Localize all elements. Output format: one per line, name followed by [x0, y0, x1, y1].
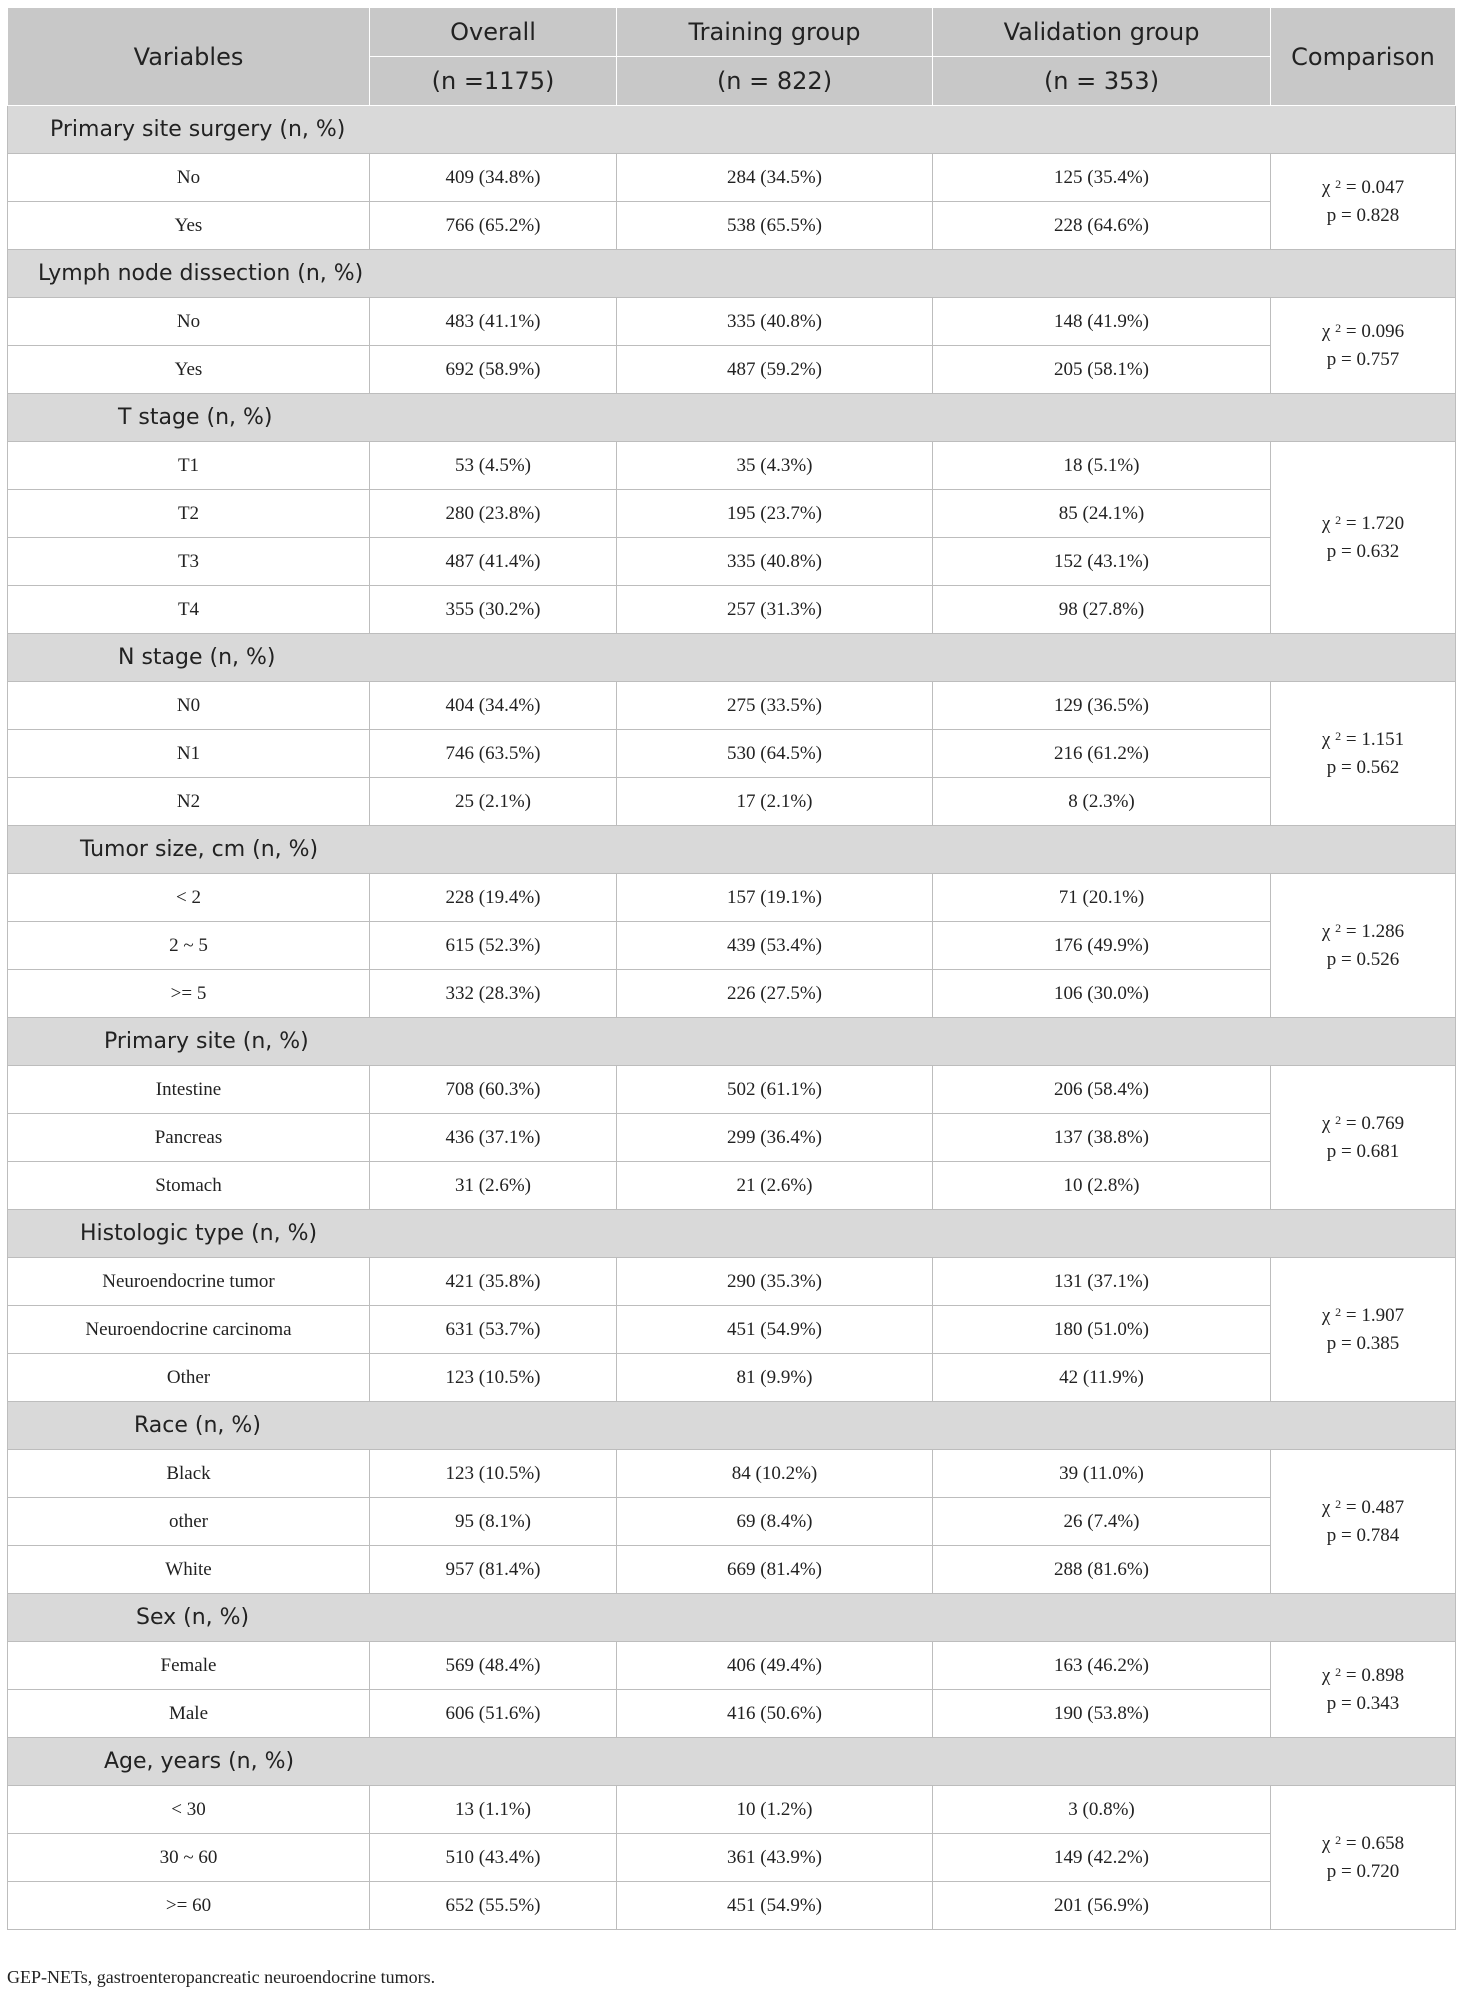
- p-value: p = 0.526: [1326, 948, 1400, 970]
- validation-value: 206 (58.4%): [933, 1066, 1271, 1114]
- table-row: [8, 730, 1456, 778]
- category-title: Tumor size, cm (n, %): [8, 826, 1456, 874]
- chi-square-line: [1271, 1302, 1455, 1330]
- chi-square-line: [1271, 726, 1455, 754]
- row-label: < 2: [8, 874, 370, 922]
- chi-square-value: = 0.487: [1345, 1496, 1405, 1518]
- chi-square-line: [1271, 510, 1455, 538]
- overall-value: 404 (34.4%): [370, 682, 617, 730]
- overall-value: 615 (52.3%): [370, 922, 617, 970]
- p-value: p = 0.681: [1326, 1140, 1400, 1162]
- row-label: 2 ~ 5: [8, 922, 370, 970]
- training-value: 335 (40.8%): [617, 538, 933, 586]
- table-row: [8, 1546, 1456, 1594]
- overall-value: 409 (34.8%): [370, 154, 617, 202]
- comparison-cell: [1271, 1642, 1456, 1738]
- category-title: Lymph node dissection (n, %): [8, 250, 1456, 298]
- chi-square-value: = 0.658: [1345, 1832, 1405, 1854]
- table-row: [8, 538, 1456, 586]
- validation-value: 10 (2.8%): [933, 1162, 1271, 1210]
- header-variables: Variables: [8, 8, 370, 106]
- table-row: [8, 1498, 1456, 1546]
- overall-value: 228 (19.4%): [370, 874, 617, 922]
- validation-value: 85 (24.1%): [933, 490, 1271, 538]
- validation-value: 18 (5.1%): [933, 442, 1271, 490]
- table-row: [8, 442, 1456, 490]
- overall-value: 708 (60.3%): [370, 1066, 617, 1114]
- row-label: < 30: [8, 1786, 370, 1834]
- comparison-cell: [1271, 1258, 1456, 1402]
- table-row: [8, 970, 1456, 1018]
- overall-value: 483 (41.1%): [370, 298, 617, 346]
- chi-symbol: χ: [1321, 1496, 1331, 1518]
- chi-superscript: 2: [1335, 920, 1342, 935]
- training-value: 226 (27.5%): [617, 970, 933, 1018]
- training-value: 21 (2.6%): [617, 1162, 933, 1210]
- chi-superscript: 2: [1335, 1496, 1342, 1511]
- row-label: White: [8, 1546, 370, 1594]
- p-value: p = 0.385: [1326, 1332, 1400, 1354]
- row-label: N0: [8, 682, 370, 730]
- validation-value: 8 (2.3%): [933, 778, 1271, 826]
- category-row: [8, 634, 1456, 682]
- table-row: [8, 298, 1456, 346]
- chi-square-line: [1271, 318, 1455, 346]
- chi-square-value: = 1.286: [1345, 920, 1405, 942]
- table-row: [8, 1642, 1456, 1690]
- overall-value: 25 (2.1%): [370, 778, 617, 826]
- validation-value: 131 (37.1%): [933, 1258, 1271, 1306]
- training-value: 439 (53.4%): [617, 922, 933, 970]
- category-row: [8, 1210, 1456, 1258]
- category-title: Race (n, %): [8, 1402, 1456, 1450]
- header-overall: Overall: [370, 8, 617, 57]
- row-label: T2: [8, 490, 370, 538]
- chi-symbol: χ: [1321, 320, 1331, 342]
- table-row: [8, 1834, 1456, 1882]
- category-title: Sex (n, %): [8, 1594, 1456, 1642]
- validation-value: 42 (11.9%): [933, 1354, 1271, 1402]
- header-overall-n: (n =1175): [370, 57, 617, 106]
- overall-value: 123 (10.5%): [370, 1354, 617, 1402]
- training-value: 335 (40.8%): [617, 298, 933, 346]
- chi-square-line: [1271, 1494, 1455, 1522]
- row-label: Other: [8, 1354, 370, 1402]
- table-row: [8, 346, 1456, 394]
- chi-symbol: χ: [1321, 920, 1331, 942]
- p-value: p = 0.343: [1326, 1692, 1400, 1714]
- training-value: 299 (36.4%): [617, 1114, 933, 1162]
- validation-value: 152 (43.1%): [933, 538, 1271, 586]
- row-label: No: [8, 154, 370, 202]
- table-row: [8, 586, 1456, 634]
- validation-value: 176 (49.9%): [933, 922, 1271, 970]
- p-value: p = 0.784: [1326, 1524, 1400, 1546]
- comparison-cell: [1271, 682, 1456, 826]
- validation-value: 3 (0.8%): [933, 1786, 1271, 1834]
- table-row: [8, 1162, 1456, 1210]
- training-value: 451 (54.9%): [617, 1306, 933, 1354]
- category-row: [8, 106, 1456, 154]
- chi-symbol: χ: [1321, 1304, 1331, 1326]
- chi-square-line: [1271, 918, 1455, 946]
- header-validation: Validation group: [933, 8, 1271, 57]
- validation-value: 190 (53.8%): [933, 1690, 1271, 1738]
- training-value: 17 (2.1%): [617, 778, 933, 826]
- p-value: p = 0.632: [1326, 540, 1400, 562]
- chi-symbol: χ: [1321, 1832, 1331, 1854]
- training-value: 416 (50.6%): [617, 1690, 933, 1738]
- comparison-cell: [1271, 154, 1456, 250]
- row-label: Black: [8, 1450, 370, 1498]
- row-label: Intestine: [8, 1066, 370, 1114]
- comparison-cell: [1271, 1450, 1456, 1594]
- row-label: N1: [8, 730, 370, 778]
- overall-value: 421 (35.8%): [370, 1258, 617, 1306]
- category-title: Age, years (n, %): [8, 1738, 1456, 1786]
- category-row: [8, 394, 1456, 442]
- training-value: 69 (8.4%): [617, 1498, 933, 1546]
- table-body: [8, 106, 1456, 1930]
- p-value: p = 0.720: [1326, 1860, 1400, 1882]
- header-training: Training group: [617, 8, 933, 57]
- validation-value: 71 (20.1%): [933, 874, 1271, 922]
- comparison-cell: [1271, 442, 1456, 634]
- baseline-characteristics-table: [7, 7, 1456, 1930]
- table-row: [8, 922, 1456, 970]
- chi-square-value: = 0.769: [1345, 1112, 1405, 1134]
- chi-symbol: χ: [1321, 1664, 1331, 1686]
- validation-value: 288 (81.6%): [933, 1546, 1271, 1594]
- overall-value: 95 (8.1%): [370, 1498, 617, 1546]
- row-label: Yes: [8, 346, 370, 394]
- chi-square-value: = 1.907: [1345, 1304, 1405, 1326]
- validation-value: 163 (46.2%): [933, 1642, 1271, 1690]
- overall-value: 355 (30.2%): [370, 586, 617, 634]
- validation-value: 149 (42.2%): [933, 1834, 1271, 1882]
- p-value: p = 0.562: [1326, 756, 1400, 778]
- table-row: [8, 874, 1456, 922]
- validation-value: 228 (64.6%): [933, 202, 1271, 250]
- category-title: Primary site (n, %): [8, 1018, 1456, 1066]
- overall-value: 487 (41.4%): [370, 538, 617, 586]
- overall-value: 53 (4.5%): [370, 442, 617, 490]
- row-label: No: [8, 298, 370, 346]
- row-label: >= 60: [8, 1882, 370, 1930]
- overall-value: 569 (48.4%): [370, 1642, 617, 1690]
- category-title: N stage (n, %): [8, 634, 1456, 682]
- training-value: 257 (31.3%): [617, 586, 933, 634]
- category-row: [8, 1402, 1456, 1450]
- table-footnote: GEP-NETs, gastroenteropancreatic neuroendocrine tumors.: [7, 1967, 436, 1987]
- table-row: [8, 1258, 1456, 1306]
- overall-value: 766 (65.2%): [370, 202, 617, 250]
- comparison-cell: [1271, 298, 1456, 394]
- overall-value: 510 (43.4%): [370, 1834, 617, 1882]
- table-header: [8, 8, 1456, 106]
- validation-value: 180 (51.0%): [933, 1306, 1271, 1354]
- chi-square-line: [1271, 174, 1455, 202]
- chi-square-line: [1271, 1662, 1455, 1690]
- category-title: Histologic type (n, %): [8, 1210, 1456, 1258]
- training-value: 10 (1.2%): [617, 1786, 933, 1834]
- table-row: [8, 1066, 1456, 1114]
- header-training-n: (n = 822): [617, 57, 933, 106]
- validation-value: 201 (56.9%): [933, 1882, 1271, 1930]
- comparison-cell: [1271, 1066, 1456, 1210]
- header-comparison: Comparison: [1271, 8, 1456, 106]
- chi-symbol: χ: [1321, 512, 1331, 534]
- chi-superscript: 2: [1335, 1112, 1342, 1127]
- row-label: Yes: [8, 202, 370, 250]
- table-row: [8, 778, 1456, 826]
- table-row: [8, 1786, 1456, 1834]
- overall-value: 652 (55.5%): [370, 1882, 617, 1930]
- training-value: 538 (65.5%): [617, 202, 933, 250]
- category-row: [8, 826, 1456, 874]
- training-value: 406 (49.4%): [617, 1642, 933, 1690]
- training-value: 84 (10.2%): [617, 1450, 933, 1498]
- chi-square-value: = 0.047: [1345, 176, 1405, 198]
- overall-value: 746 (63.5%): [370, 730, 617, 778]
- row-label: Male: [8, 1690, 370, 1738]
- row-label: Pancreas: [8, 1114, 370, 1162]
- header-validation-n: (n = 353): [933, 57, 1271, 106]
- row-label: other: [8, 1498, 370, 1546]
- training-value: 195 (23.7%): [617, 490, 933, 538]
- row-label: 30 ~ 60: [8, 1834, 370, 1882]
- row-label: Neuroendocrine carcinoma: [8, 1306, 370, 1354]
- chi-superscript: 2: [1335, 1304, 1342, 1319]
- overall-value: 957 (81.4%): [370, 1546, 617, 1594]
- comparison-cell: [1271, 874, 1456, 1018]
- training-value: 157 (19.1%): [617, 874, 933, 922]
- table-row: [8, 154, 1456, 202]
- row-label: N2: [8, 778, 370, 826]
- chi-superscript: 2: [1335, 176, 1342, 191]
- chi-superscript: 2: [1335, 1664, 1342, 1679]
- table-row: [8, 1690, 1456, 1738]
- category-title: Primary site surgery (n, %): [8, 106, 1456, 154]
- training-value: 284 (34.5%): [617, 154, 933, 202]
- chi-square-value: = 1.151: [1345, 728, 1405, 750]
- chi-symbol: χ: [1321, 176, 1331, 198]
- chi-symbol: χ: [1321, 728, 1331, 750]
- row-label: T1: [8, 442, 370, 490]
- chi-superscript: 2: [1335, 512, 1342, 527]
- row-label: >= 5: [8, 970, 370, 1018]
- training-value: 361 (43.9%): [617, 1834, 933, 1882]
- table-row: [8, 1114, 1456, 1162]
- p-value: p = 0.757: [1326, 348, 1400, 370]
- overall-value: 31 (2.6%): [370, 1162, 617, 1210]
- table-container: [7, 7, 1455, 1930]
- overall-value: 692 (58.9%): [370, 346, 617, 394]
- overall-value: 280 (23.8%): [370, 490, 617, 538]
- training-value: 669 (81.4%): [617, 1546, 933, 1594]
- table-row: [8, 1450, 1456, 1498]
- category-row: [8, 1018, 1456, 1066]
- validation-value: 148 (41.9%): [933, 298, 1271, 346]
- p-value: p = 0.828: [1326, 204, 1400, 226]
- validation-value: 98 (27.8%): [933, 586, 1271, 634]
- chi-superscript: 2: [1335, 1832, 1342, 1847]
- validation-value: 39 (11.0%): [933, 1450, 1271, 1498]
- chi-square-line: [1271, 1110, 1455, 1138]
- comparison-cell: [1271, 1786, 1456, 1930]
- validation-value: 106 (30.0%): [933, 970, 1271, 1018]
- row-label: Stomach: [8, 1162, 370, 1210]
- category-title: T stage (n, %): [8, 394, 1456, 442]
- overall-value: 332 (28.3%): [370, 970, 617, 1018]
- category-row: [8, 1594, 1456, 1642]
- table-row: [8, 1306, 1456, 1354]
- category-row: [8, 1738, 1456, 1786]
- table-row: [8, 490, 1456, 538]
- training-value: 81 (9.9%): [617, 1354, 933, 1402]
- row-label: T3: [8, 538, 370, 586]
- chi-superscript: 2: [1335, 320, 1342, 335]
- training-value: 530 (64.5%): [617, 730, 933, 778]
- validation-value: 26 (7.4%): [933, 1498, 1271, 1546]
- validation-value: 205 (58.1%): [933, 346, 1271, 394]
- row-label: Neuroendocrine tumor: [8, 1258, 370, 1306]
- overall-value: 606 (51.6%): [370, 1690, 617, 1738]
- chi-square-line: [1271, 1830, 1455, 1858]
- training-value: 487 (59.2%): [617, 346, 933, 394]
- chi-symbol: χ: [1321, 1112, 1331, 1134]
- table-row: [8, 202, 1456, 250]
- table-row: [8, 682, 1456, 730]
- validation-value: 129 (36.5%): [933, 682, 1271, 730]
- chi-square-value: = 0.898: [1345, 1664, 1405, 1686]
- validation-value: 125 (35.4%): [933, 154, 1271, 202]
- training-value: 502 (61.1%): [617, 1066, 933, 1114]
- chi-superscript: 2: [1335, 728, 1342, 743]
- table-row: [8, 1882, 1456, 1930]
- validation-value: 216 (61.2%): [933, 730, 1271, 778]
- overall-value: 13 (1.1%): [370, 1786, 617, 1834]
- row-label: T4: [8, 586, 370, 634]
- overall-value: 436 (37.1%): [370, 1114, 617, 1162]
- training-value: 35 (4.3%): [617, 442, 933, 490]
- category-row: [8, 250, 1456, 298]
- validation-value: 137 (38.8%): [933, 1114, 1271, 1162]
- training-value: 275 (33.5%): [617, 682, 933, 730]
- table-row: [8, 1354, 1456, 1402]
- row-label: Female: [8, 1642, 370, 1690]
- training-value: 290 (35.3%): [617, 1258, 933, 1306]
- overall-value: 631 (53.7%): [370, 1306, 617, 1354]
- chi-square-value: = 1.720: [1345, 512, 1405, 534]
- training-value: 451 (54.9%): [617, 1882, 933, 1930]
- overall-value: 123 (10.5%): [370, 1450, 617, 1498]
- chi-square-value: = 0.096: [1345, 320, 1405, 342]
